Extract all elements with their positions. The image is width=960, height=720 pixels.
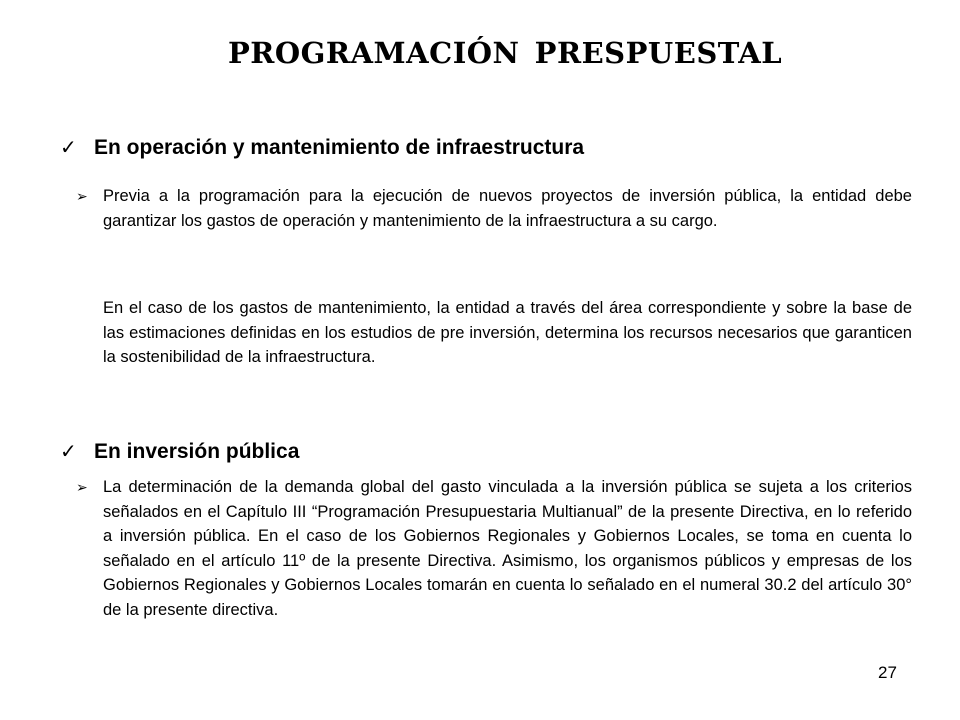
section-heading-inversion [60,439,299,465]
paragraph-mantenimiento: En el caso de los gastos de mantenimiento, la entidad a través del área correspondiente y sobre la base de las estimaciones definidas en los estudios de pre inversión, determina los recursos necesarios que garanticen la sostenibilidad de la infraestructura. [103,299,912,367]
bullet-text: La determinación de la demanda global del gasto vinculada a la inversión pública se sujeta a los criterios señalados en el Capítulo III “Programación Presupuestaria Multianual” de la presente Directiva, en lo referido a inversión pública. En el caso de los Gobiernos Regionales y Gobiernos Locales, se toma en cuenta lo señalado en el artículo 11º de la presente Directiva. Asimismo, los organismos públicos y empresas de los Gobiernos Regionales y Gobiernos Locales tomarán en cuenta lo señalado en el numeral 30.2 del artículo 30° de la presente directiva. [103,478,912,619]
section-heading-operacion [60,135,584,161]
section-heading-text: En operación y mantenimiento de infraestructura [94,136,585,159]
arrow-bullet-icon: ➢ [76,479,88,495]
arrow-bullet-icon: ➢ [76,188,88,204]
checkmark-icon: ✓ [60,441,77,463]
bullet-paragraph-operacion [76,184,912,233]
bullet-paragraph-inversion [76,475,912,623]
section-heading-text: En inversión pública [94,440,300,463]
checkmark-icon: ✓ [60,137,77,159]
page-number: 27 [878,663,897,682]
bullet-text: Previa a la programación para la ejecución de nuevos proyectos de inversión pública, la entidad debe garantizar los gastos de operación y mantenimiento de la infraestructura a su cargo. [103,187,912,230]
slide-title: programación prespuestal [228,24,783,73]
